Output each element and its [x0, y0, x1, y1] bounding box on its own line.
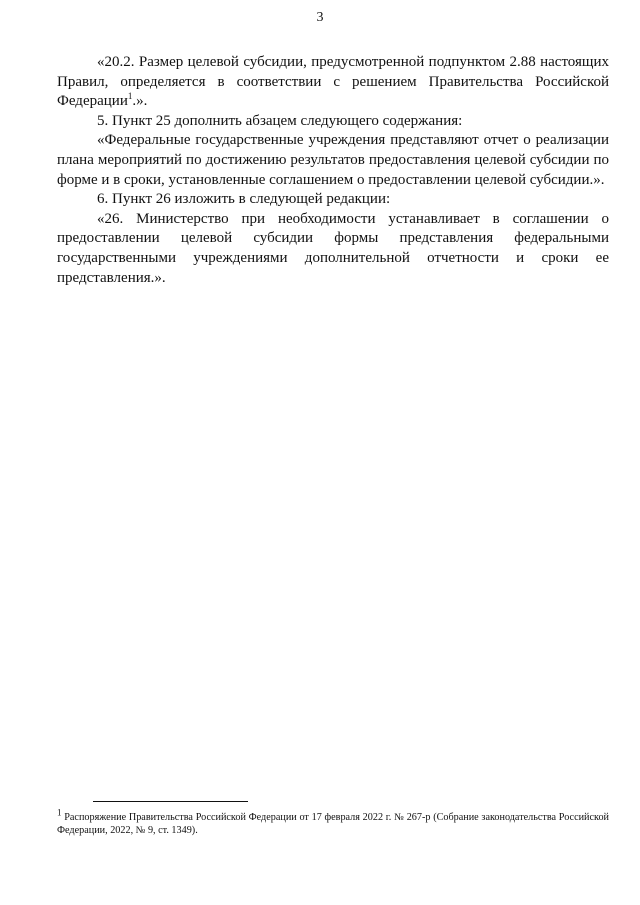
paragraph-item-6-quote: «26. Министерство при необходимости устанавливает в соглашении о предоставлении целевой субсидии формы представления федеральными государственными учреждениями дополнительной отчетности и сроки ее представления.».	[57, 210, 609, 286]
footnote-divider	[93, 801, 248, 802]
paragraph-20-2	[57, 53, 609, 112]
paragraph-closing: .».	[132, 93, 148, 110]
footnote-marker: 1	[57, 807, 62, 818]
footnote-reference: 1	[127, 91, 133, 102]
paragraph-item-6: 6. Пункт 26 изложить в следующей редакции:	[97, 191, 391, 208]
paragraph-text: «20.2. Размер целевой субсидии, предусмотренной подпунктом 2.88 настоящих Правил, определяется в соответствии с решением Правительства Российской Федерации	[57, 54, 609, 110]
footnote-text: Распоряжение Правительства Российской Федерации от 17 февраля 2022 г. № 267-р (Собрание законодательства Российской Федерации, 2022, № 9, ст. 1349).	[57, 812, 610, 836]
paragraph-item-5: 5. Пункт 25 дополнить абзацем следующего содержания:	[97, 112, 463, 129]
footnote	[57, 807, 610, 837]
page-number: 3	[316, 10, 324, 25]
paragraph-item-5-quote: «Федеральные государственные учреждения представляют отчет о реализации плана мероприятий по достижению результатов предоставления целевой субсидии по форме и в сроки, установленные соглашением о предоставлении целевой субсидии.».	[57, 132, 609, 188]
document-body	[57, 53, 609, 288]
